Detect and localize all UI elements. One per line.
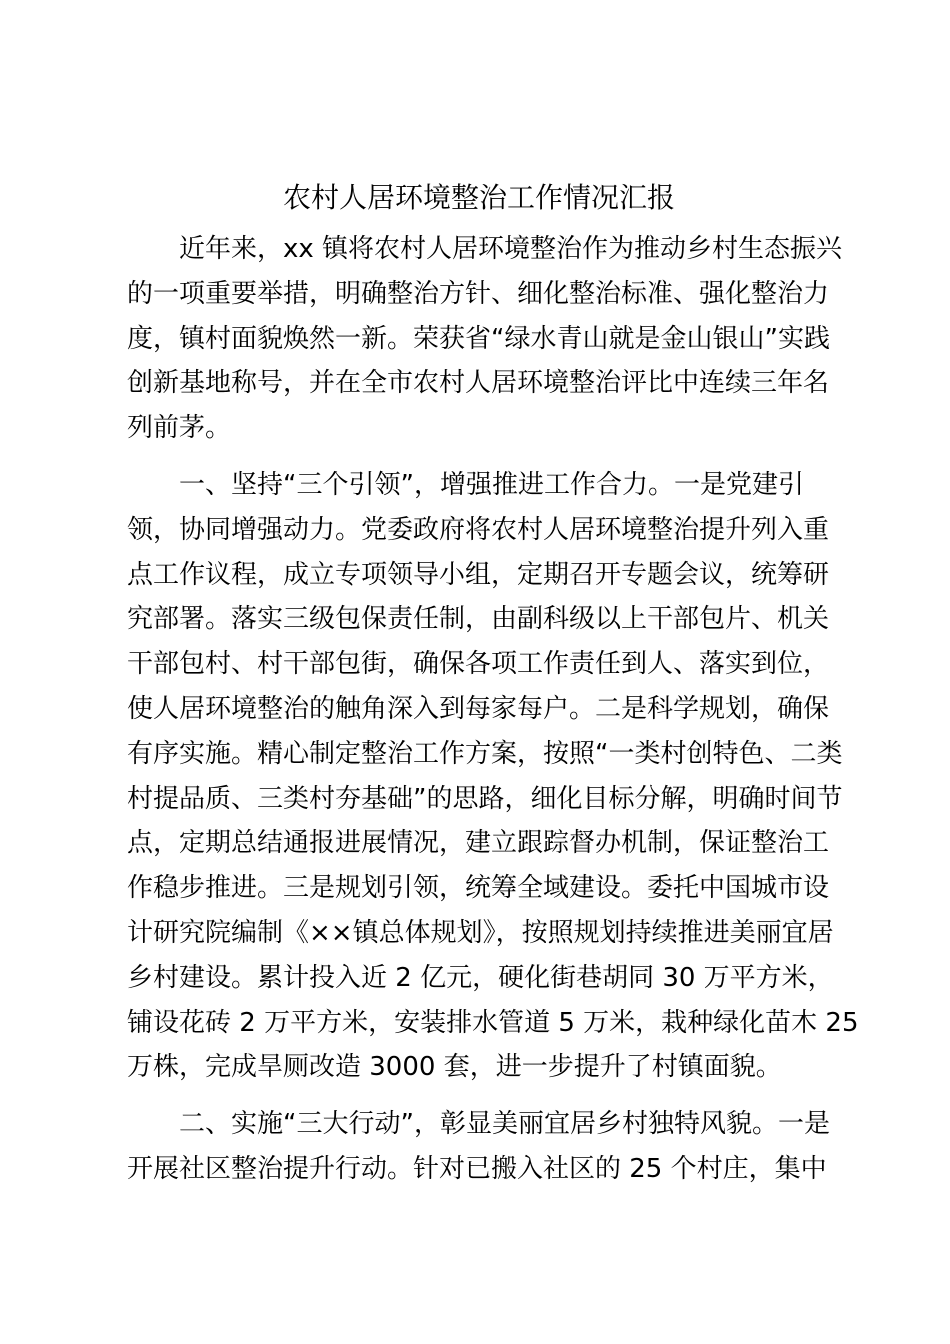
text-line: 开展社区整治提升行动。针对已搬入社区的 25 个村庄，集中 — [127, 1153, 827, 1184]
text-line: 创新基地称号，并在全市农村人居环境整治评比中连续三年名 — [127, 368, 830, 399]
text-line: 村提品质、三类村夯基础”的思路，细化目标分解，明确时间节 — [127, 783, 843, 814]
text-line: 近年来，xx 镇将农村人居环境整治作为推动乡村生态振兴 — [179, 234, 843, 264]
text-line: 有序实施。精心制定整治工作方案，按照“一类村创特色、二类 — [127, 738, 843, 769]
text-line: 铺设花砖 2 万平方米，安装排水管道 5 万米，栽种绿化苗木 25 — [127, 1007, 859, 1038]
text-line: 度，镇村面貌焕然一新。荣获省“绿水青山就是金山银山”实践 — [127, 323, 830, 354]
text-line: 使人居环境整治的触角深入到每家每户。二是科学规划，确保 — [127, 693, 830, 724]
text-line: 作稳步推进。三是规划引领，统筹全域建设。委托中国城市设 — [127, 873, 830, 904]
text-line: 的一项重要举措，明确整治方针、细化整治标准、强化整治力 — [127, 278, 830, 309]
text-line: 列前茅。 — [127, 413, 232, 444]
text-line: 究部署。落实三级包保责任制，由副科级以上干部包片、机关 — [127, 604, 830, 635]
text-line: 乡村建设。累计投入近 2 亿元，硬化街巷胡同 30 万平方米， — [127, 962, 834, 993]
text-line: 一、坚持“三个引领”，增强推进工作合力。一是党建引 — [179, 469, 804, 500]
text-line: 万株，完成旱厕改造 3000 套，进一步提升了村镇面貌。 — [127, 1052, 782, 1083]
text-line: 计研究院编制《××镇总体规划》，按照规划持续推进美丽宜居 — [127, 917, 834, 948]
text-line: 领，协同增强动力。党委政府将农村人居环境整治提升列入重 — [127, 514, 830, 545]
text-line: 干部包村、村干部包街，确保各项工作责任到人、落实到位， — [127, 649, 830, 680]
document-body — [127, 227, 859, 1192]
text-line: 点工作议程，成立专项领导小组，定期召开专题会议，统筹研 — [127, 559, 830, 590]
text-line: 点，定期总结通报进展情况，建立跟踪督办机制，保证整治工 — [127, 828, 830, 859]
document-title: 农村人居环境整治工作情况汇报 — [282, 181, 675, 214]
text-line: 二、实施“三大行动”，彰显美丽宜居乡村独特风貌。一是 — [179, 1109, 830, 1140]
